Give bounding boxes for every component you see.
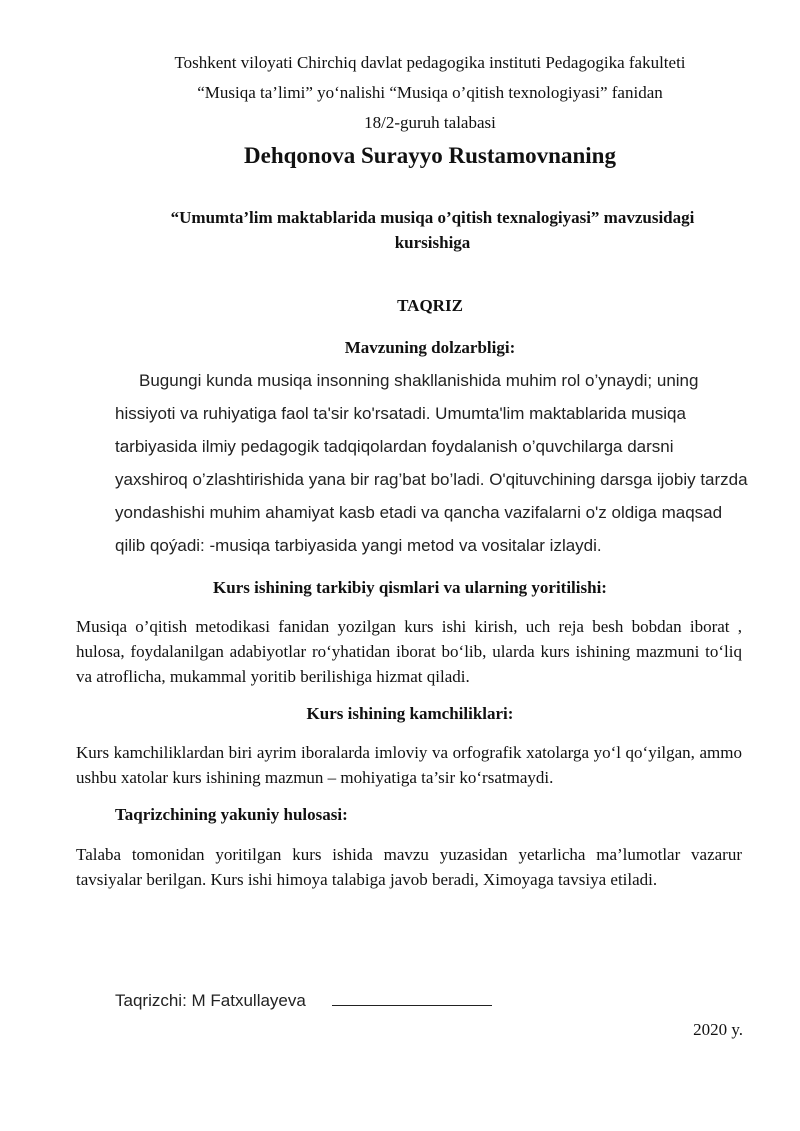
institution-line: Toshkent viloyati Chirchiq davlat pedagogika instituti Pedagogika fakulteti — [174, 53, 686, 72]
shortcomings-text: Kurs kamchiliklardan biri ayrim iboralarda imloviy va orfografik xatolarga yo‘l qo‘yilgan, ammo ushbu xatolar kurs ishining mazmun – mohiyatiga ta’sir ko‘rsatmaydi. — [76, 743, 742, 787]
document-date: 2020 y. — [693, 1020, 743, 1039]
reviewer-label: Taqrizchi: M Fatxullayeva — [115, 991, 306, 1010]
relevance-heading: Mavzuning dolzarbligi: — [344, 338, 516, 357]
conclusion-heading: Taqrizchining yakuniy hulosasi: — [115, 805, 348, 824]
document-title: TAQRIZ — [397, 296, 463, 315]
student-name: Dehqonova Surayyo Rustamovnaning — [244, 143, 616, 168]
shortcomings-heading: Kurs ishining kamchiliklari: — [306, 704, 514, 723]
structure-heading: Kurs ishining tarkibiy qismlari va ularning yoritilishi: — [213, 578, 607, 597]
structure-text: Musiqa o’qitish metodikasi fanidan yozilgan kurs ishi kirish, uch reja besh bobdan iborat , hulosa, foydalanilgan adabiyotlar ro‘yhatidan iborat bo‘lib, ularda kurs ishining mazmuni to‘liq va atroflicha, mukammal yoritib berilishiga hizmat qiladi. — [76, 617, 742, 686]
group-line: 18/2-guruh talabasi — [364, 113, 496, 132]
relevance-text: Bugungi kunda musiqa insonning shakllanishida muhim rol o’ynaydi; uning hissiyoti va ruhiyatiga faol ta'sir ko'rsatadi. Umumta'lim maktablarida musiqa tarbiyasida ilmiy pedagogik tadqiqolardan foydalanish o’quvchilarga darsni yaxshiroq o’zlashtirishida yana bir rag’bat bo’ladi. O'qituvchining darsga ijobiy tarzda yondashishi muhim ahamiyat kasb etadi va qancha vazifalarni o'z oldiga maqsad qilib qoýadi: -musiqa tarbiyasida yangi metod va vositalar izlaydi. — [115, 371, 748, 555]
signature-line — [332, 988, 492, 1006]
reviewer-signature — [115, 988, 492, 1011]
course-topic: “Umumta’lim maktablarida musiqa o’qitish texnalogiyasi” mavzusidagi kursishiga — [170, 208, 695, 252]
conclusion-text: Talaba tomonidan yoritilgan kurs ishida mavzu yuzasidan yetarlicha ma’lumotlar vazarur tavsiyalar berilgan. Kurs ishi himoya talabiga javob beradi, Ximoyaga tavsiya etiladi. — [76, 845, 742, 889]
subject-line: “Musiqa ta’limi” yo‘nalishi “Musiqa o’qitish texnologiyasi” fanidan — [197, 83, 663, 102]
